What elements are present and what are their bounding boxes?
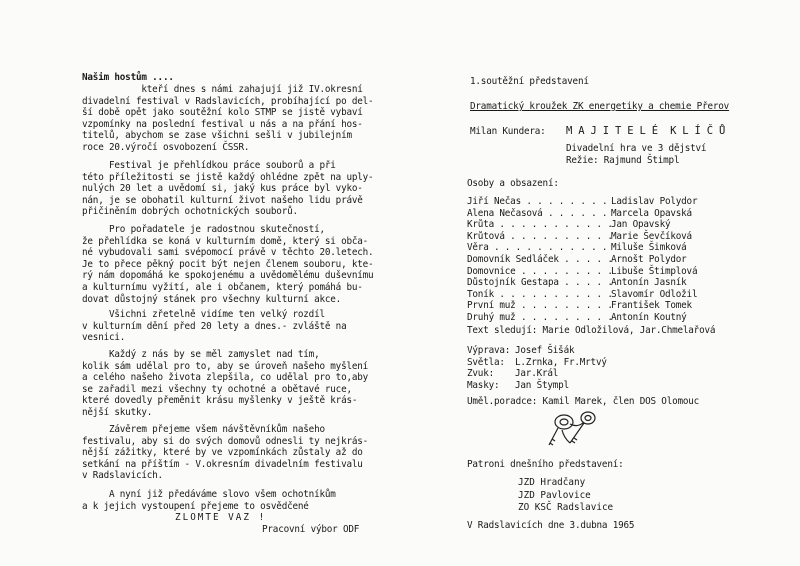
text-line: a celého našeho života zlepšila, co udělal pro to,aby: [82, 372, 369, 384]
cast-actor: Arnošt Polydor: [611, 254, 737, 266]
text-line: Závěrem přejeme všem návštěvníkům našeho: [82, 424, 325, 435]
text-line: dovat důstojný stánek pro všechny kulturní akce.: [82, 293, 342, 305]
date-line: V Radslavicích dne 3.dubna 1965: [467, 520, 635, 531]
signature: Pracovní výbor ODF: [262, 524, 360, 535]
paragraph-7: [82, 489, 336, 512]
cast-actor: Slavomír Odložil: [611, 289, 737, 301]
crew-row: [467, 368, 687, 380]
text-line: nější zážitky, které by ve vzpomínkách zůstaly až do: [82, 447, 363, 459]
text-line: kteří dnes s námi zahajují již IV.okresní: [82, 84, 363, 95]
cast-actor: Marie Ševčíková: [611, 231, 737, 243]
cast-actor: Libuše Štimplová: [611, 266, 737, 278]
paragraph-5: [82, 349, 368, 419]
cast-row: [467, 242, 737, 254]
cast-row: [467, 219, 737, 231]
key-ring: [555, 415, 573, 429]
cast-row: [467, 231, 737, 243]
cast-actor: Antonín Jasník: [611, 277, 737, 289]
cast-row: [467, 254, 737, 266]
paragraph-4: [82, 309, 346, 344]
cast-actor: Miluše Šimková: [611, 242, 737, 254]
text-line: ší době opět jako soutěžní kolo STMP se jistě vybaví: [82, 107, 363, 119]
text-line: Pro pořadatele je radostnou skutečností,: [82, 224, 325, 235]
text-line: nulých 20 let a uvědomí si, jaký kus práce byl vyko-: [82, 183, 363, 195]
crew-label: Výprava:: [467, 345, 511, 356]
performance-heading: 1.soutěžní představení: [470, 76, 589, 87]
cast-actor: Antonín Koutný: [611, 312, 737, 324]
text-line: setkání na příštím - V.okresním divadelním festivalu: [82, 458, 363, 470]
cast-role: Toník . . .: [467, 289, 611, 301]
cast-role: Domovník Sedláček . . .: [467, 254, 611, 266]
patron-item: JZD Pavlovice: [518, 489, 591, 501]
text-line: Festival je přehlídkou práce souborů a při: [82, 160, 336, 171]
text-line: kolik sám udělal pro to, aby se úroveň našeho myšlení: [82, 360, 369, 372]
cast-actor: Jan Opavský: [611, 219, 737, 231]
text-line: né vybudovali sami svépomocí právě v těchto 20.letech.: [82, 247, 374, 259]
cast-role: Druhý muž . . .: [467, 312, 611, 324]
text-line: divadelní festival v Radslavicích, probíhající po del-: [82, 95, 374, 107]
cast-row: [467, 208, 737, 220]
text-line: A nyní již předáváme slovo všem ochotníkům: [82, 489, 336, 500]
art-advisor: Uměl.poradce: Kamil Marek, člen DOS Olomouc: [467, 396, 700, 407]
text-line: vesnici.: [82, 332, 126, 344]
play-title: M A J I T E L É K L Í Č Ů: [566, 125, 726, 137]
cast-role: Jiří Nečas . . .: [467, 196, 611, 208]
patrons-list: [518, 477, 613, 515]
cast-role: Krůtová . . .: [467, 231, 611, 243]
cast-row: [467, 300, 737, 312]
cast-row: [467, 196, 737, 208]
cast-role: Alena Nečasová . . .: [467, 208, 611, 220]
text-line: v Radslavicích.: [82, 470, 163, 482]
text-line: této příležitosti se jistě každý ohlédne zpět na uply-: [82, 171, 374, 183]
crew-value: Josef Šišák: [515, 345, 575, 356]
cast-role: Důstojník Gestapa . . .: [467, 277, 611, 289]
paragraph-2: [82, 160, 373, 218]
cast-role: Krůta . . .: [467, 219, 611, 231]
cast-heading: Osoby a obsazení:: [467, 178, 559, 189]
text-line: vzpomínky na poslední festival u nás a na přání hos-: [82, 118, 363, 130]
keys-drawing: [544, 408, 624, 454]
text-line: se zařadil mezi všechny ty ochotné a obětavé ruce,: [82, 383, 352, 395]
crew-row: [467, 345, 687, 357]
patrons-heading: Patroni dnešního představení:: [467, 459, 624, 470]
cast-row: [467, 312, 737, 324]
text-line: rý nám dopomáhá ke spokojenému a uvědomělému duševnímu: [82, 270, 374, 282]
cast-actor: Marcela Opavská: [611, 208, 737, 220]
text-followers: Text sledují: Marie Odložilová, Jar.Chmelařová: [467, 325, 716, 336]
text-line: v kulturním dění před 20 lety a dnes.- zvláště na: [82, 320, 347, 332]
key-left: [549, 428, 558, 445]
cast-list: [467, 196, 737, 324]
cast-row: [467, 277, 737, 289]
paragraph-6: [82, 424, 368, 482]
cast-role: Věra . . .: [467, 242, 611, 254]
patron-item: ZO KSČ Radslavice: [518, 502, 614, 513]
cast-role: Domovnice . . .: [467, 266, 611, 278]
text-line: Je to přece pěkný pocit být nejen členem souboru, kte-: [82, 258, 374, 270]
play-author: Milan Kundera:: [470, 126, 546, 137]
closing-call: ZLOMTE VAZ !: [175, 512, 267, 523]
text-line: festivalu, aby si do svých domovů odnesli ty nejkrás-: [82, 435, 369, 447]
text-line: roce 20.výročí osvobození ČSSR.: [82, 141, 250, 153]
crew-label: Zvuk:: [467, 368, 494, 380]
cast-row: [467, 289, 737, 301]
text-line: Všichni zřetelně vidíme ten velký rozdíl: [82, 309, 325, 320]
text-line: Každý z nás by se měl zamyslet nad tím,: [82, 349, 320, 360]
crew-value: L.Zrnka, Fr.Mrtvý: [515, 356, 607, 368]
text-line: přičiněním dobrých ochotnických souborů.: [82, 206, 298, 218]
text-line: a k jejich vystoupení přejeme to osvědčené: [82, 500, 309, 512]
crew-list: [467, 345, 687, 391]
text-line: které dovedly přeměnit krásu myšlenky v ještě krás-: [82, 395, 358, 407]
paragraph-3: [82, 224, 373, 305]
director: Režie: Rajmund Štimpl: [566, 155, 680, 166]
cast-row: [467, 266, 737, 278]
cast-actor: František Tomek: [611, 300, 737, 312]
cast-role: První muž . . .: [467, 300, 611, 312]
crew-row: [467, 357, 687, 369]
crew-label: Masky:: [467, 379, 500, 391]
play-info: Divadelní hra ve 3 dějství: [566, 143, 707, 154]
patron-item: JZD Hradčany: [518, 477, 586, 488]
cast-actor: Ladislav Polydor: [611, 196, 737, 208]
text-line: a kulturnímu vyžití, ale i občanem, který pomáhá bu-: [82, 281, 363, 293]
text-line: že přehlídka se koná v kulturním domě, který si obča-: [82, 235, 369, 247]
text-line: nější skutky.: [82, 406, 153, 418]
crew-value: Jan Štympl: [515, 379, 569, 391]
text-line: nán, je se obohatil kulturní život našeho lidu právě: [82, 194, 363, 206]
troupe-name: Dramatický kroužek ZK energetiky a chemie Přerov: [470, 101, 730, 112]
crew-row: [467, 380, 687, 392]
crew-value: Jar.Král: [515, 368, 559, 380]
crew-label: Světla:: [467, 356, 505, 368]
text-line: titelů, abychom se zase všichni sešli v jubilejním: [82, 130, 352, 142]
paragraph-1: [82, 84, 373, 154]
greeting: Našim hostům ....: [82, 72, 174, 83]
